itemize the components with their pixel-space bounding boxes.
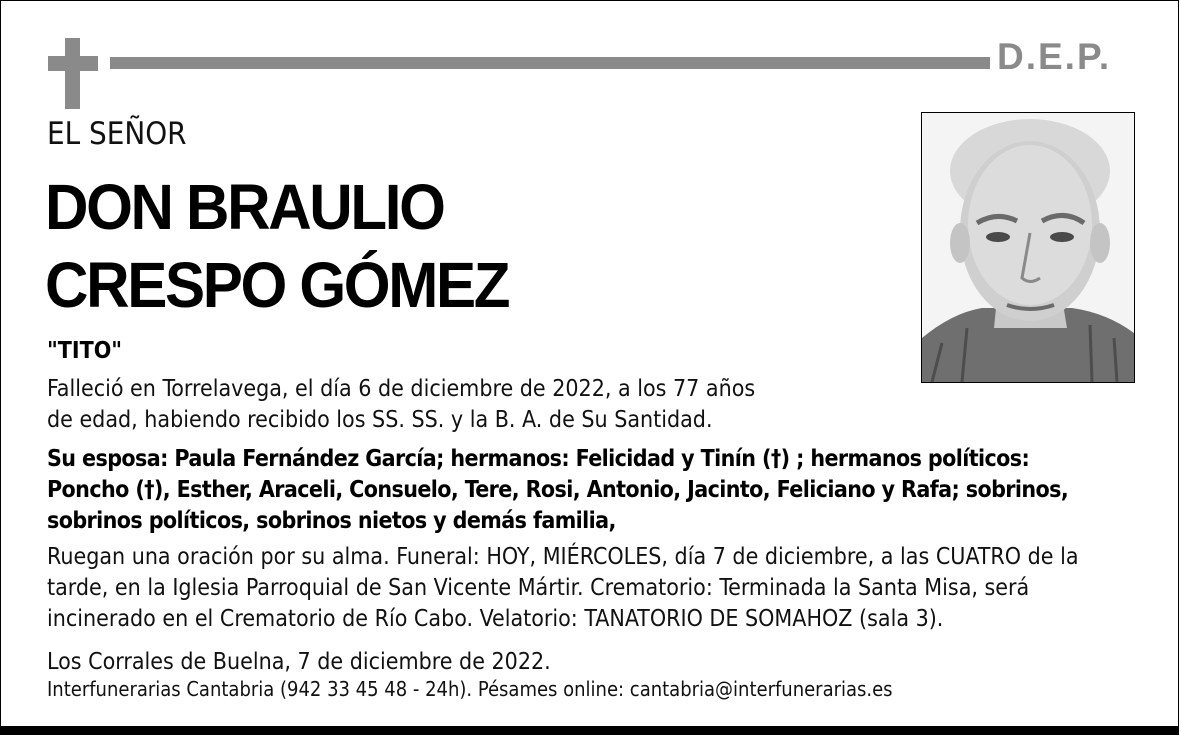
death-notice: [47, 374, 807, 436]
family-line: sobrinos políticos, sobrinos nietos y demás familia,: [47, 508, 616, 534]
family-list: [47, 444, 1157, 537]
funeral-line: Ruegan una oración por su alma. Funeral: HOY, MIÉRCOLES, día 7 de diciembre, a las CUATRO de la: [47, 544, 1079, 570]
honorific-title: EL SEÑOR: [47, 116, 187, 152]
dep-label: D.E.P.: [997, 36, 1112, 77]
place-date: Los Corrales de Buelna, 7 de diciembre de 2022.: [47, 649, 551, 675]
deceased-name: [45, 168, 508, 324]
family-line: Su esposa: Paula Fernández García; hermanos: Felicidad y Tinín (†) ; hermanos políticos:: [47, 446, 1030, 472]
cross-icon: [48, 38, 98, 109]
funeral-home-credit: Interfunerarias Cantabria (942 33 45 48 - 24h). Pésames online: cantabria@interfunerarias.es: [47, 677, 893, 701]
funeral-details: [47, 542, 1162, 635]
funeral-line: incinerado en el Crematorio de Río Cabo. Velatorio: TANATORIO DE SOMAHOZ (sala 3).: [47, 606, 944, 632]
portrait-photo: [921, 112, 1135, 383]
portrait-photo-image: [922, 113, 1134, 382]
family-line: Poncho (†), Esther, Araceli, Consuelo, Tere, Rosi, Antonio, Jacinto, Feliciano y Rafa; sobrinos,: [47, 477, 1069, 503]
deceased-name-line1: DON BRAULIO: [45, 171, 444, 243]
funeral-line: tarde, en la Iglesia Parroquial de San Vicente Mártir. Crematorio: Terminada la Santa Misa, será: [47, 575, 1030, 601]
death-notice-line: Falleció en Torrelavega, el día 6 de diciembre de 2022, a los 77 años: [47, 376, 756, 402]
header-rule: [110, 57, 990, 69]
deceased-name-line2: CRESPO GÓMEZ: [45, 249, 509, 321]
nickname: "TITO": [47, 338, 123, 364]
death-notice-line: de edad, habiendo recibido los SS. SS. y la B. A. de Su Santidad.: [47, 407, 713, 433]
